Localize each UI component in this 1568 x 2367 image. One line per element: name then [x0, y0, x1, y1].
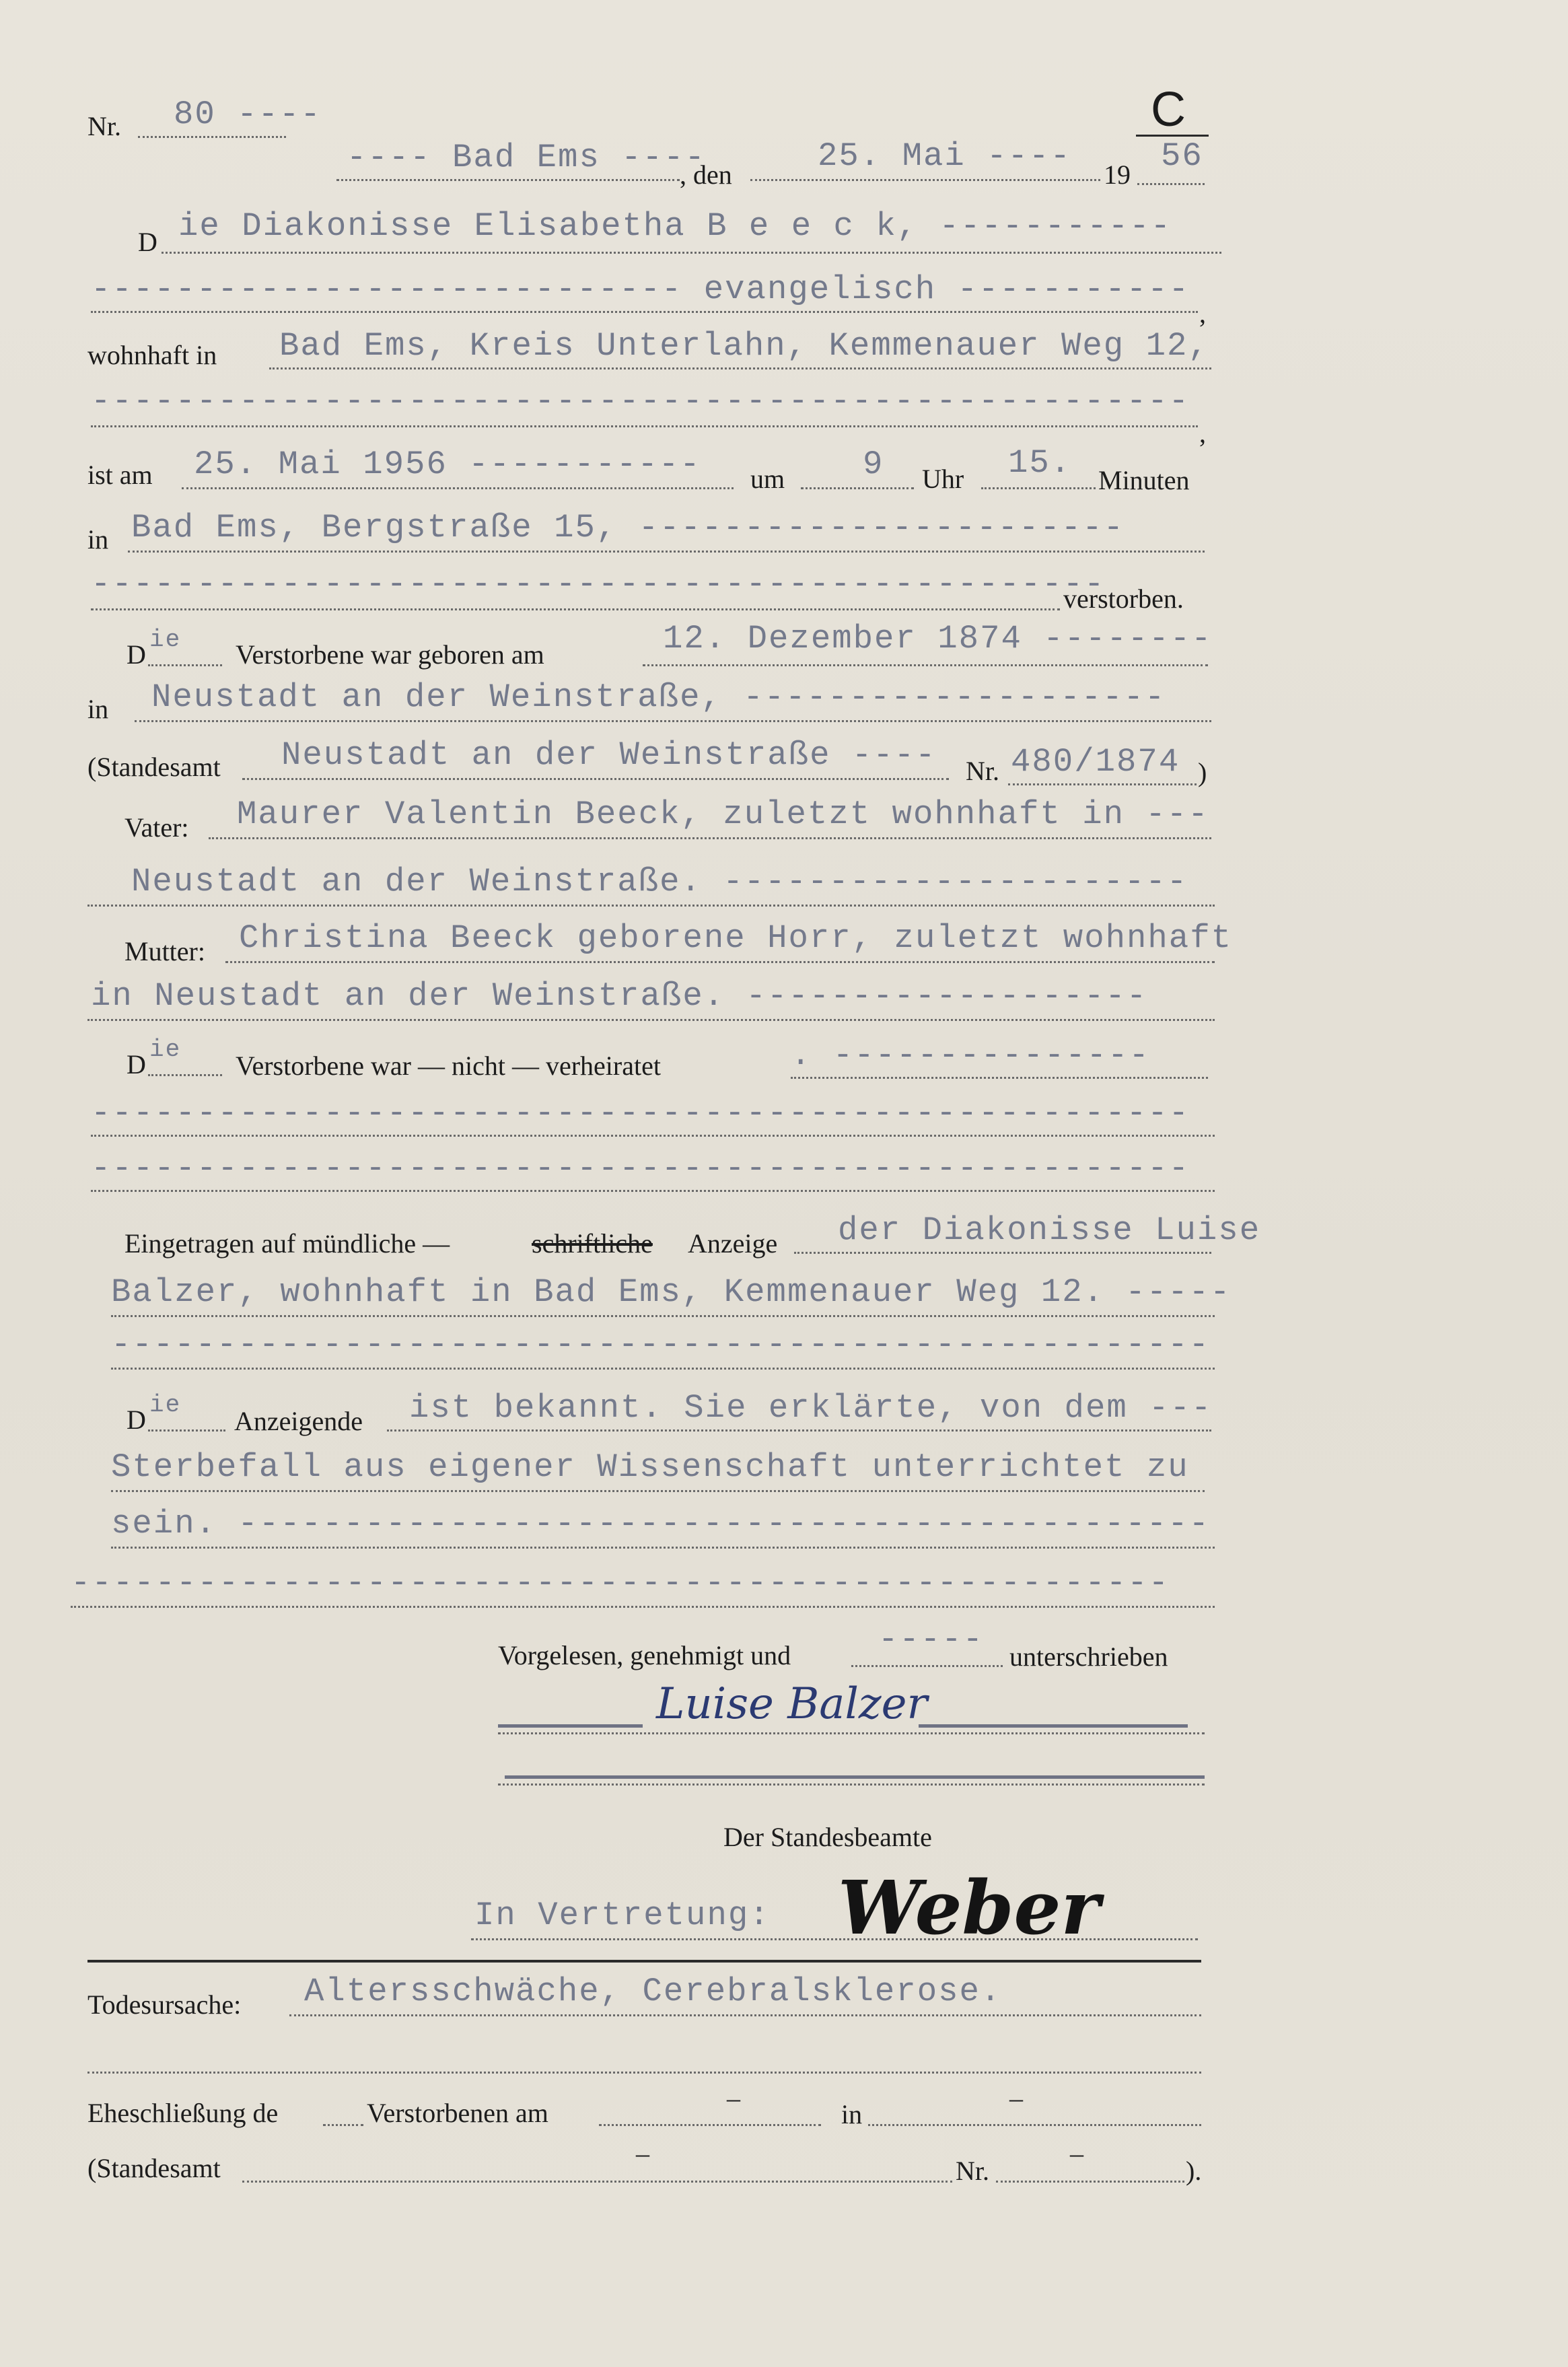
- marriage-place: –: [1009, 2083, 1023, 2113]
- official-row: [0, 1817, 1568, 1884]
- entry-number: 80 ----: [174, 96, 322, 133]
- signature-dotted-line-1: [498, 1732, 1205, 1734]
- den-label: , den: [680, 160, 732, 190]
- second-signature-row: [0, 1743, 1568, 1810]
- informant-ie-suffix: ie: [149, 1391, 182, 1419]
- ehe-de-dotted-line: [323, 2124, 363, 2126]
- informant-blank-row: [0, 1564, 1568, 1634]
- residence-dotted-line: [269, 367, 1211, 369]
- birth-nr-dotted-line: [1008, 783, 1197, 785]
- informant-label: Anzeigende: [234, 1406, 363, 1436]
- death-in-label: in: [87, 524, 109, 555]
- birth-record-number: 480/1874: [1011, 743, 1180, 781]
- informant-line2: Sterbefall aus eigener Wissenschaft unterrichtet zu: [111, 1448, 1189, 1486]
- hour-dotted-line: [801, 487, 914, 489]
- birth-registry: Neustadt an der Weinstraße ----: [281, 736, 937, 774]
- todesursache-label: Todesursache:: [87, 1989, 242, 2020]
- birth-date: 12. Dezember 1874 --------: [663, 620, 1213, 658]
- marriage-place-dotted-line: [868, 2124, 1201, 2126]
- vater-label: Vater:: [124, 812, 189, 843]
- religion-dotted-line: [91, 311, 1198, 313]
- marital-blank-dotted-line-1: [91, 1135, 1215, 1137]
- marriage-nr: –: [1070, 2138, 1083, 2168]
- informant-d-prefix: D: [127, 1405, 146, 1435]
- mother-continuation-dotted-line: [87, 1019, 1215, 1021]
- residence-continuation: ----------------------------------------------------: [91, 382, 1190, 420]
- report-label-strike: schriftliche: [532, 1228, 653, 1259]
- section-divider: [87, 1960, 1201, 1963]
- vertretung-row: [0, 1864, 1568, 1952]
- marriage-nr-dotted-line: [996, 2181, 1184, 2183]
- year-prefix: 19: [1104, 160, 1131, 190]
- birth-nr-label: Nr.: [966, 756, 999, 786]
- wohnhaft-label: wohnhaft in: [87, 340, 217, 370]
- report-line1: der Diakonisse Luise: [838, 1211, 1261, 1249]
- marriage-registry-dotted-line: [242, 2181, 952, 2183]
- marriage-date-dotted-line: [599, 2124, 821, 2126]
- place-date-row: [0, 137, 1568, 209]
- death-minutes: 15.: [1008, 444, 1072, 482]
- signature-dotted-line-2: [498, 1783, 1205, 1786]
- report-continuation-dotted-line: [111, 1315, 1215, 1317]
- footer-close: ).: [1186, 2156, 1202, 2186]
- marriage-registry: –: [636, 2138, 649, 2168]
- place-of-registration: ---- Bad Ems ----: [347, 139, 706, 176]
- place-dotted-line: [336, 179, 680, 181]
- minutes-dotted-line: [981, 487, 1096, 489]
- person-name: ie Diakonisse Elisabetha B e e c k, -----------: [178, 207, 1172, 245]
- residence: Bad Ems, Kreis Unterlahn, Kemmenauer Weg 12,: [279, 327, 1209, 365]
- mother-line2: in Neustadt an der Weinstraße. -------------------: [91, 977, 1148, 1015]
- ehe-label-a: Eheschließung de: [87, 2098, 279, 2128]
- report-label-a: Eingetragen auf mündliche —: [124, 1228, 450, 1259]
- birth-ie-dotted-line: [148, 664, 222, 666]
- father-row: [0, 794, 1568, 861]
- informant-line4: ----------------------------------------------------: [71, 1564, 1170, 1602]
- marriage-date: –: [727, 2083, 740, 2113]
- footer-standesamt-label: (Standesamt: [87, 2153, 221, 2183]
- informant-dotted-line: [387, 1429, 1211, 1432]
- signature-line-right: [919, 1724, 1188, 1728]
- ist-am-label: ist am: [87, 460, 153, 490]
- death-hour: 9: [863, 446, 884, 483]
- person-name-dotted-line: [162, 252, 1221, 254]
- informant-end-dotted-line: [111, 1547, 1215, 1549]
- birth-label: Verstorbene war geboren am: [236, 639, 544, 670]
- ehe-in-label: in: [841, 2099, 863, 2129]
- informant-blank-dotted-line: [71, 1606, 1215, 1608]
- cause-of-death-blank-row: [0, 2033, 1568, 2100]
- death-place-dotted-line: [128, 551, 1205, 553]
- register-letter-underline: [1136, 135, 1209, 137]
- marriage-registry-row: [0, 2138, 1568, 2216]
- year-suffix: 56: [1161, 137, 1203, 175]
- informant-line1: ist bekannt. Sie erklärte, von dem ---: [409, 1389, 1213, 1427]
- official-title: Der Standesbeamte: [723, 1822, 932, 1852]
- birth-registry-dotted-line: [242, 778, 949, 780]
- birth-ie-suffix: ie: [149, 626, 182, 653]
- mother-line1: Christina Beeck geborene Horr, zuletzt wohnhaft: [239, 919, 1233, 957]
- marital-d-prefix: D: [127, 1049, 146, 1080]
- informant-line3: sein. ----------------------------------------------: [111, 1505, 1211, 1543]
- informant-signature-row: [0, 1679, 1568, 1750]
- birth-in-label: in: [87, 694, 109, 724]
- birth-close-paren: ): [1198, 757, 1207, 787]
- birth-d-prefix: D: [127, 639, 146, 670]
- marital-value: . ---------------: [791, 1036, 1150, 1074]
- vorgelesen-label: Vorgelesen, genehmigt und: [498, 1640, 791, 1670]
- official-signature: Weber: [838, 1864, 1100, 1951]
- religion: ---------------------------- evangelisch -----------: [91, 271, 1190, 308]
- marital-ie-suffix: ie: [149, 1036, 182, 1063]
- informant-ie-dotted-line: [148, 1429, 225, 1432]
- verstorben-dotted-line: [91, 608, 1060, 610]
- footer-nr-label: Nr.: [956, 2156, 989, 2186]
- minuten-label: Minuten: [1098, 465, 1190, 495]
- religion-comma: ,: [1199, 298, 1206, 328]
- marital-blank-line-2: ----------------------------------------------------: [91, 1150, 1190, 1187]
- death-date-row: [0, 444, 1568, 517]
- year-dotted-line: [1137, 183, 1205, 185]
- cause-of-death-blank-dotted-line: [87, 2072, 1201, 2074]
- father-line1: Maurer Valentin Beeck, zuletzt wohnhaft in ---: [237, 796, 1209, 833]
- father-line2: Neustadt an der Weinstraße. ----------------------: [131, 863, 1188, 900]
- vorgelesen-value: -----: [878, 1621, 985, 1658]
- vorgelesen-dotted-line: [851, 1665, 1003, 1667]
- vertretung-label: In Vertretung:: [474, 1897, 771, 1934]
- father-dotted-line: [209, 837, 1211, 839]
- death-date-dotted-line: [182, 487, 734, 489]
- informant-signature: Luise Balzer: [656, 1679, 928, 1729]
- mother-row: [0, 917, 1568, 984]
- marital-blank-row-2: [0, 1152, 1568, 1220]
- report-line2: Balzer, wohnhaft in Bad Ems, Kemmenauer Weg 12. -----: [111, 1273, 1232, 1311]
- marital-ie-dotted-line: [148, 1074, 222, 1076]
- residence-continuation-dotted-line: [91, 425, 1198, 427]
- informant-continuation-dotted-line: [111, 1490, 1205, 1492]
- nr-dotted-line: [138, 136, 286, 138]
- signature-line-left: [498, 1724, 643, 1728]
- registration-date: 25. Mai ----: [818, 137, 1071, 175]
- register-letter: C: [1151, 83, 1186, 137]
- death-date: 25. Mai 1956 -----------: [194, 446, 701, 483]
- signature-line-2: [505, 1775, 1205, 1779]
- cause-of-death-dotted-line: [289, 2014, 1201, 2016]
- residence-continuation-comma: ,: [1199, 418, 1206, 448]
- marital-label: Verstorbene war — nicht — verheiratet: [236, 1051, 661, 1081]
- residence-continuation-row: [0, 382, 1568, 452]
- birth-place-dotted-line: [135, 720, 1211, 722]
- death-place-continuation: ------------------------------------------------: [91, 565, 1106, 603]
- uhr-label: Uhr: [922, 464, 964, 494]
- religion-row: [0, 269, 1568, 337]
- birth-standesamt-label: (Standesamt: [87, 752, 221, 782]
- verstorben-label: verstorben.: [1063, 584, 1184, 614]
- birth-date-dotted-line: [643, 664, 1208, 666]
- person-d-prefix: D: [138, 227, 157, 257]
- report-dotted-line: [794, 1252, 1211, 1254]
- date-dotted-line: [750, 179, 1100, 181]
- death-place: Bad Ems, Bergstraße 15, -----------------------: [131, 509, 1125, 546]
- nr-label: Nr.: [87, 111, 121, 141]
- mother-dotted-line: [225, 961, 1215, 963]
- person-name-row: [0, 209, 1568, 276]
- cause-of-death: Altersschwäche, Cerebralsklerose.: [304, 1973, 1002, 2010]
- report-blank-row: [0, 1326, 1568, 1396]
- vertretung-dotted-line: [471, 1938, 1198, 1940]
- um-label: um: [750, 464, 785, 494]
- mutter-label: Mutter:: [124, 936, 205, 966]
- father-continuation-dotted-line: [87, 905, 1215, 907]
- marital-blank-line-1: ----------------------------------------------------: [91, 1094, 1190, 1132]
- report-label-b: Anzeige: [688, 1228, 778, 1259]
- unterschrieben-label: unterschrieben: [1009, 1641, 1168, 1672]
- birth-place: Neustadt an der Weinstraße, --------------------: [151, 678, 1166, 716]
- marital-blank-dotted-line-2: [91, 1190, 1215, 1192]
- ehe-label-b: Verstorbenen am: [367, 2098, 548, 2128]
- report-blank-dotted-line: [111, 1368, 1215, 1370]
- marital-dotted-line: [791, 1077, 1208, 1079]
- report-line3: ----------------------------------------------------: [111, 1326, 1211, 1364]
- mother-continuation-row: [0, 977, 1568, 1045]
